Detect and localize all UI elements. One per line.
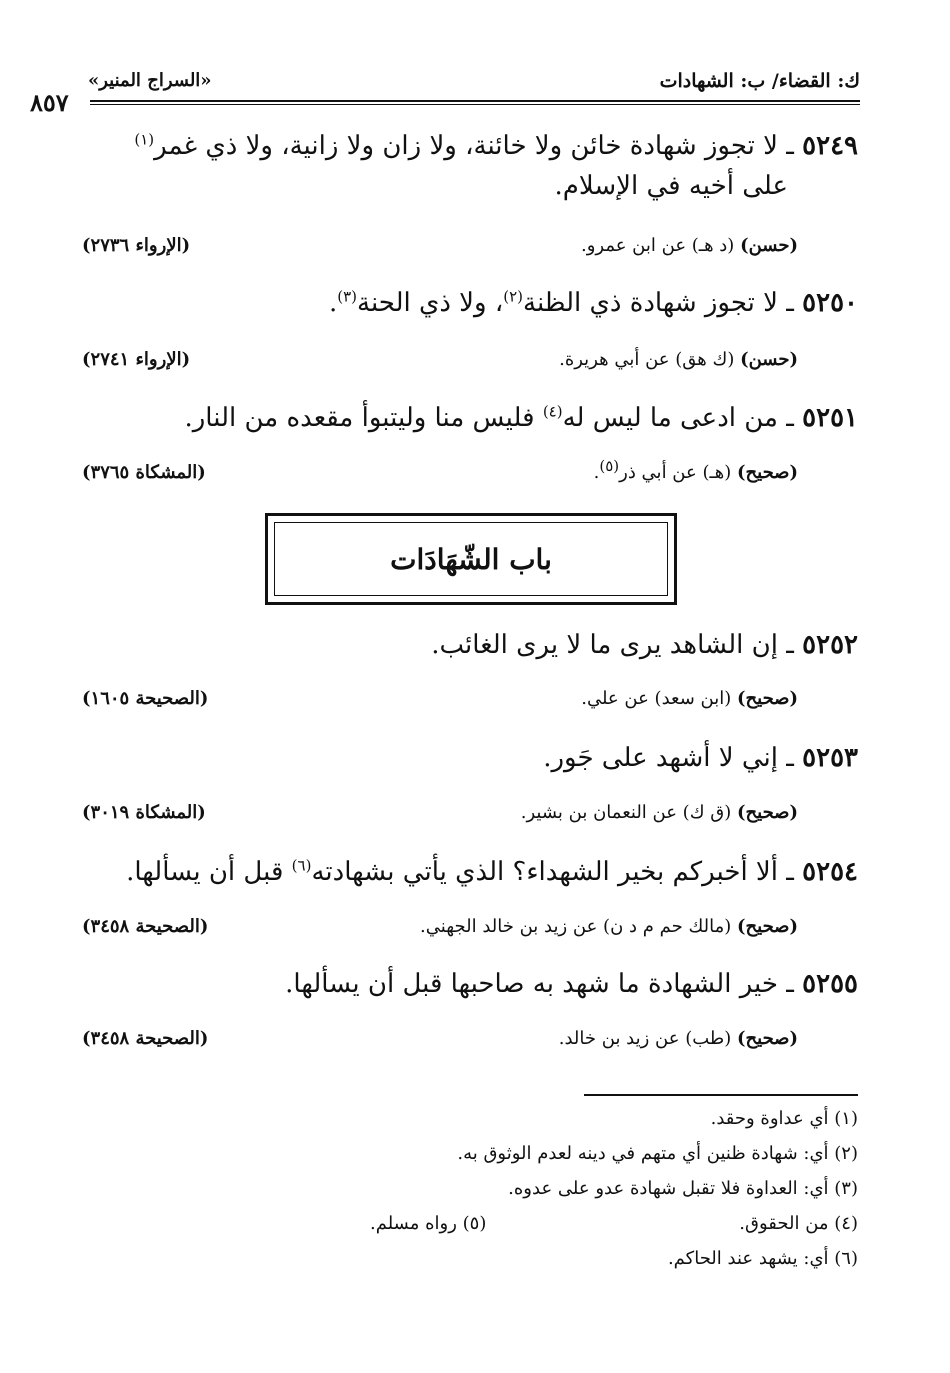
reference: (الإرواء ٢٧٣٦): [82, 235, 191, 256]
hadith-text: خير الشهادة ما شهد به صاحبها قبل أن يسألها.: [285, 969, 778, 999]
source: (طب) عن زيد بن خالد.: [558, 1028, 732, 1049]
hadith-number: ٥٢٥٢: [802, 630, 858, 660]
header-rule: [90, 100, 860, 102]
hadith-number: ٥٢٥٤: [802, 857, 858, 887]
source-line-5254: [82, 916, 798, 944]
grade: (صحيح): [737, 916, 798, 937]
reference: (الصحيحة ٣٤٥٨): [82, 916, 209, 937]
footnote-5: (٥) رواه مسلم.: [370, 1213, 487, 1234]
hadith-text: .: [328, 288, 338, 318]
hadith-number: ٥٢٤٩: [802, 131, 858, 161]
footnote-4: (٤) من الحقوق.: [739, 1213, 858, 1234]
footnote-marker: (٢): [503, 287, 523, 306]
footnote-marker: (١): [134, 130, 155, 149]
chapter-heading: ك: القضاء/ ب: الشهادات: [659, 70, 860, 92]
section-title-box: [265, 513, 677, 605]
source: (ابن سعد) عن علي.: [581, 688, 732, 709]
hadith-text: على أخيه في الإسلام.: [554, 171, 788, 201]
source-line-5249: [82, 235, 798, 263]
source-line-5253: [82, 802, 798, 830]
section-title: باب الشّهَادَات: [390, 542, 552, 576]
reference: (المشكاة ٣٧٦٥): [82, 462, 206, 483]
source: (ق ك) عن النعمان بن بشير.: [520, 802, 732, 823]
grade: (صحيح): [737, 1028, 798, 1049]
grade: (حسن): [740, 235, 798, 256]
hadith-5249: [80, 126, 858, 206]
footnote-marker: (٣): [337, 287, 357, 306]
footnote-marker: (٦): [291, 856, 312, 875]
footnote-3: (٣) أي: العداوة فلا تقبل شهادة عدو على عدوه.: [508, 1178, 858, 1199]
footnote-6: (٦) أي: يشهد عند الحاكم.: [667, 1248, 858, 1269]
hadith-text: ، ولا ذي الحنة: [357, 288, 504, 318]
hadith-text: لا تجوز شهادة خائن ولا خائنة، ولا زان ولا زانية، ولا ذي غمر: [154, 131, 778, 161]
source: (مالك حم م د ن) عن زيد بن خالد الجهني.: [420, 916, 732, 937]
hadith-number: ٥٢٥١: [802, 403, 858, 433]
hadith-text: لا تجوز شهادة ذي الظنة: [523, 288, 778, 318]
dash: ـ: [777, 131, 803, 161]
grade: (صحيح): [737, 802, 798, 823]
hadith-5254: [80, 852, 858, 892]
hadith-5255: [80, 964, 858, 1004]
footnote-separator: [584, 1094, 858, 1096]
dash: ـ: [777, 743, 803, 773]
dash: ـ: [777, 969, 803, 999]
source-line-5255: [82, 1028, 798, 1056]
page-number: ٨٥٧: [30, 88, 69, 117]
source: (د هـ) عن ابن عمرو.: [580, 235, 735, 256]
hadith-number: ٥٢٥٠: [802, 288, 858, 318]
source-end: .: [593, 462, 600, 483]
reference: (الإرواء ٢٧٤١): [82, 349, 191, 370]
dash: ـ: [777, 288, 803, 318]
section-title-inner: [274, 522, 668, 596]
hadith-text: إني لا أشهد على جَور.: [543, 743, 778, 773]
footnote-1: (١) أي عداوة وحقد.: [710, 1108, 858, 1129]
dash: ـ: [777, 630, 803, 660]
footnote-2: (٢) أي: شهادة ظنين أي متهم في دينه لعدم الوثوق به.: [457, 1143, 858, 1164]
hadith-text: إن الشاهد يرى ما لا يرى الغائب.: [431, 630, 778, 660]
footnote-marker: (٥): [599, 457, 620, 475]
reference: (الصحيحة ١٦٠٥): [82, 688, 209, 709]
hadith-number: ٥٢٥٥: [802, 969, 858, 999]
hadith-5250: [80, 283, 858, 323]
dash: ـ: [777, 403, 803, 433]
source: (هـ) عن أبي ذر: [619, 462, 732, 483]
hadith-5252: [80, 625, 858, 665]
page-header: [30, 66, 860, 117]
grade: (صحيح): [737, 462, 798, 483]
hadith-text: من ادعى ما ليس له: [562, 403, 778, 433]
hadith-text: فليس منا وليتبوأ مقعده من النار.: [184, 403, 543, 433]
grade: (حسن): [740, 349, 798, 370]
source-line-5250: [82, 349, 798, 377]
grade: (صحيح): [737, 688, 798, 709]
source: (ك هق) عن أبي هريرة.: [559, 349, 735, 370]
footnote-marker: (٤): [542, 402, 563, 421]
hadith-5251: [80, 398, 858, 438]
hadith-5253: [80, 738, 858, 778]
hadith-number: ٥٢٥٣: [802, 743, 858, 773]
dash: ـ: [777, 857, 803, 887]
header-rule-thin: [90, 104, 860, 105]
source-line-5252: [82, 688, 798, 716]
reference: (الصحيحة ٣٤٥٨): [82, 1028, 209, 1049]
hadith-text: قبل أن يسألها.: [126, 857, 292, 887]
book-title: «السراج المنير»: [88, 70, 212, 91]
hadith-text: ألا أخبركم بخير الشهداء؟ الذي يأتي بشهادته: [311, 857, 778, 887]
reference: (المشكاة ٣٠١٩): [82, 802, 206, 823]
source-line-5251: [82, 457, 798, 490]
